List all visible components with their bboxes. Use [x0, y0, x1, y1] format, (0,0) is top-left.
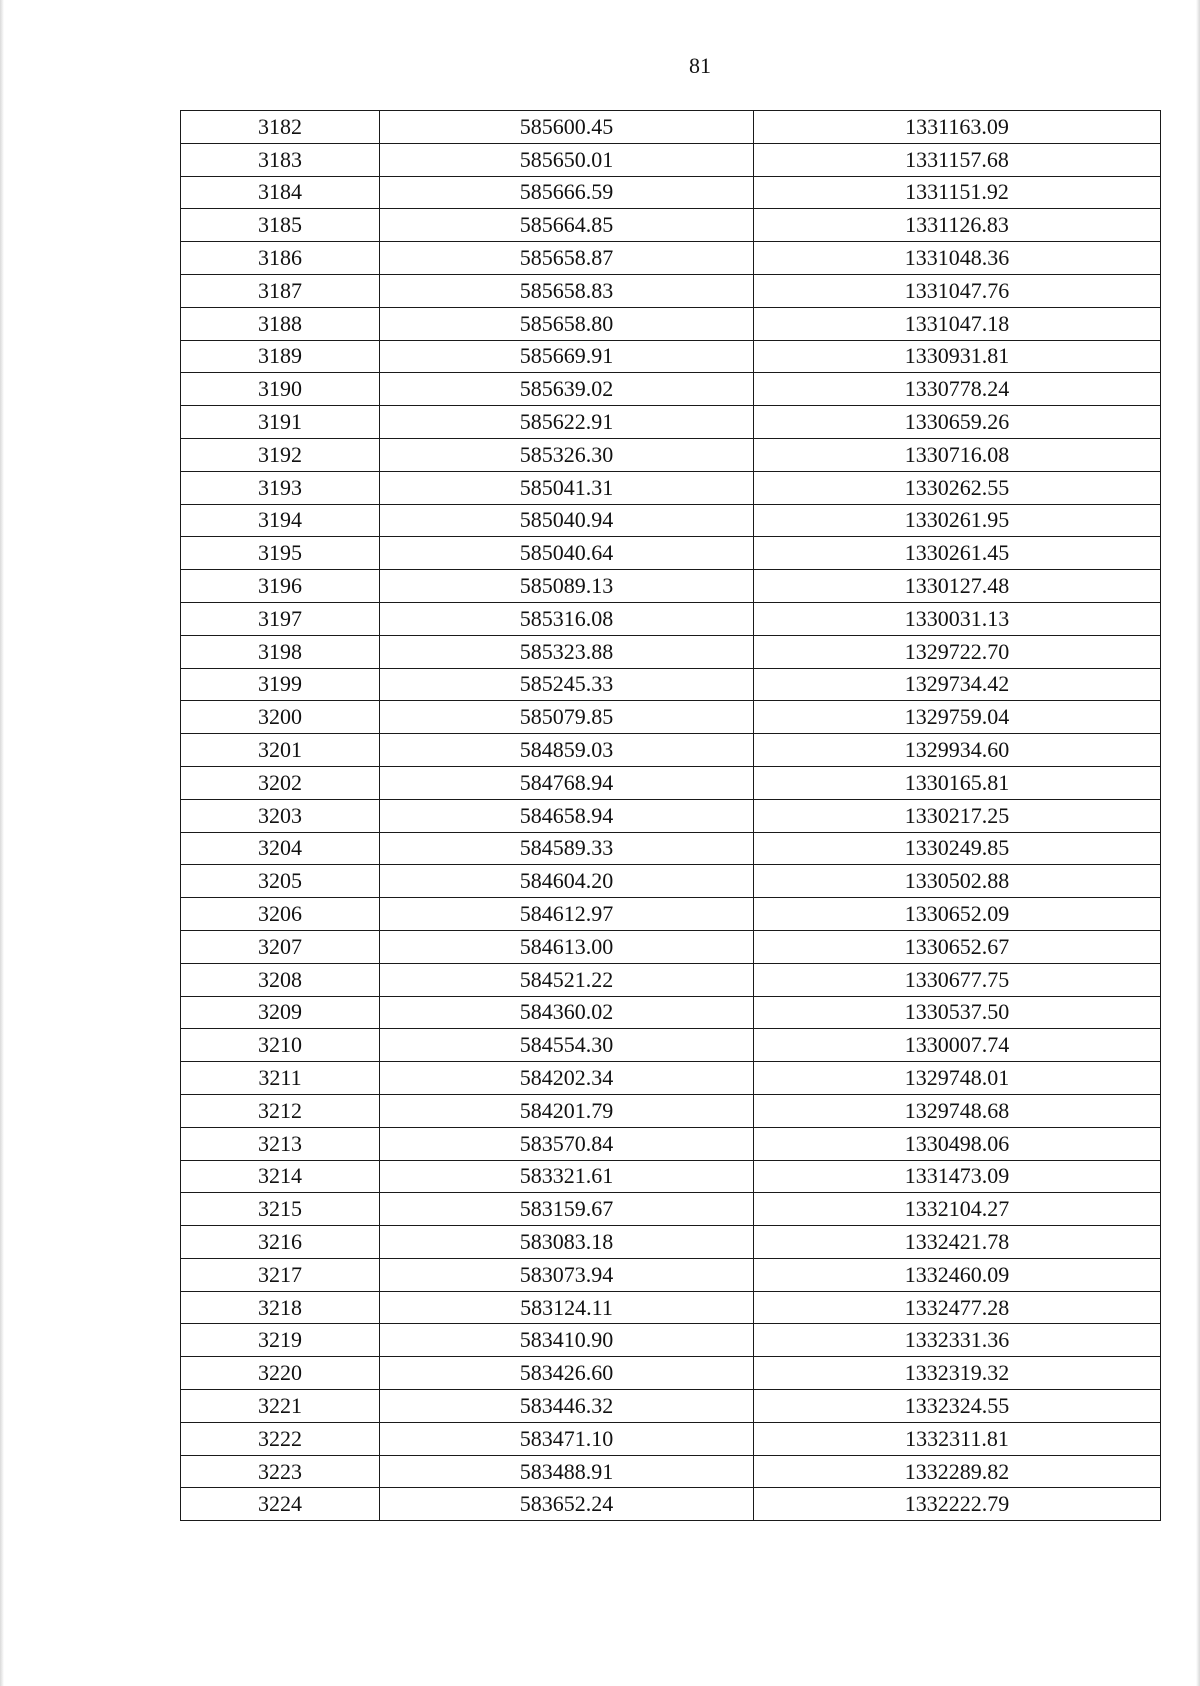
scan-edge-right — [1196, 0, 1200, 1686]
table-body — [181, 111, 1161, 1521]
table-row — [181, 406, 1161, 439]
table-row — [181, 898, 1161, 931]
y-coordinate-cell: 1332460.09 — [754, 1258, 1161, 1291]
x-coordinate-cell: 585658.83 — [380, 274, 754, 307]
y-coordinate-cell: 1329734.42 — [754, 668, 1161, 701]
x-coordinate-cell: 584589.33 — [380, 832, 754, 865]
point-id-cell: 3205 — [181, 865, 380, 898]
x-coordinate-cell: 585316.08 — [380, 602, 754, 635]
x-coordinate-cell: 585040.64 — [380, 537, 754, 570]
point-id-cell: 3224 — [181, 1488, 380, 1521]
point-id-cell: 3214 — [181, 1160, 380, 1193]
y-coordinate-cell: 1330165.81 — [754, 766, 1161, 799]
y-coordinate-cell: 1332289.82 — [754, 1455, 1161, 1488]
x-coordinate-cell: 583124.11 — [380, 1291, 754, 1324]
x-coordinate-cell: 584604.20 — [380, 865, 754, 898]
x-coordinate-cell: 585079.85 — [380, 701, 754, 734]
y-coordinate-cell: 1330249.85 — [754, 832, 1161, 865]
table-row — [181, 274, 1161, 307]
y-coordinate-cell: 1331047.76 — [754, 274, 1161, 307]
y-coordinate-cell: 1331047.18 — [754, 307, 1161, 340]
table-row — [181, 602, 1161, 635]
x-coordinate-cell: 585639.02 — [380, 373, 754, 406]
point-id-cell: 3215 — [181, 1193, 380, 1226]
y-coordinate-cell: 1332477.28 — [754, 1291, 1161, 1324]
point-id-cell: 3221 — [181, 1390, 380, 1423]
point-id-cell: 3217 — [181, 1258, 380, 1291]
point-id-cell: 3209 — [181, 996, 380, 1029]
point-id-cell: 3190 — [181, 373, 380, 406]
point-id-cell: 3189 — [181, 340, 380, 373]
point-id-cell: 3183 — [181, 143, 380, 176]
table-row — [181, 373, 1161, 406]
y-coordinate-cell: 1330127.48 — [754, 570, 1161, 603]
y-coordinate-cell: 1330498.06 — [754, 1127, 1161, 1160]
table-row — [181, 799, 1161, 832]
point-id-cell: 3208 — [181, 963, 380, 996]
point-id-cell: 3184 — [181, 176, 380, 209]
point-id-cell: 3198 — [181, 635, 380, 668]
x-coordinate-cell: 583570.84 — [380, 1127, 754, 1160]
point-id-cell: 3218 — [181, 1291, 380, 1324]
table-row — [181, 996, 1161, 1029]
y-coordinate-cell: 1329934.60 — [754, 734, 1161, 767]
table-row — [181, 537, 1161, 570]
point-id-cell: 3194 — [181, 504, 380, 537]
point-id-cell: 3195 — [181, 537, 380, 570]
x-coordinate-cell: 583159.67 — [380, 1193, 754, 1226]
y-coordinate-cell: 1332324.55 — [754, 1390, 1161, 1423]
x-coordinate-cell: 585326.30 — [380, 438, 754, 471]
x-coordinate-cell: 585323.88 — [380, 635, 754, 668]
y-coordinate-cell: 1330502.88 — [754, 865, 1161, 898]
table-row — [181, 143, 1161, 176]
y-coordinate-cell: 1330652.67 — [754, 930, 1161, 963]
x-coordinate-cell: 585041.31 — [380, 471, 754, 504]
y-coordinate-cell: 1331157.68 — [754, 143, 1161, 176]
point-id-cell: 3212 — [181, 1094, 380, 1127]
table-row — [181, 504, 1161, 537]
x-coordinate-cell: 583446.32 — [380, 1390, 754, 1423]
table-row — [181, 930, 1161, 963]
x-coordinate-cell: 583321.61 — [380, 1160, 754, 1193]
y-coordinate-cell: 1330931.81 — [754, 340, 1161, 373]
point-id-cell: 3193 — [181, 471, 380, 504]
x-coordinate-cell: 583426.60 — [380, 1357, 754, 1390]
x-coordinate-cell: 585658.87 — [380, 242, 754, 275]
page-number: 81 — [689, 53, 711, 78]
y-coordinate-cell: 1330537.50 — [754, 996, 1161, 1029]
table-row — [181, 734, 1161, 767]
y-coordinate-cell: 1332331.36 — [754, 1324, 1161, 1357]
point-id-cell: 3201 — [181, 734, 380, 767]
table-row — [181, 307, 1161, 340]
table-row — [181, 176, 1161, 209]
x-coordinate-cell: 583083.18 — [380, 1226, 754, 1259]
y-coordinate-cell: 1331473.09 — [754, 1160, 1161, 1193]
table-row — [181, 1226, 1161, 1259]
x-coordinate-cell: 583410.90 — [380, 1324, 754, 1357]
x-coordinate-cell: 584202.34 — [380, 1062, 754, 1095]
x-coordinate-cell: 584201.79 — [380, 1094, 754, 1127]
y-coordinate-cell: 1331126.83 — [754, 209, 1161, 242]
table-row — [181, 340, 1161, 373]
y-coordinate-cell: 1330716.08 — [754, 438, 1161, 471]
y-coordinate-cell: 1331163.09 — [754, 111, 1161, 144]
y-coordinate-cell: 1332311.81 — [754, 1422, 1161, 1455]
scan-edge-left — [0, 0, 4, 1686]
table-row — [181, 1062, 1161, 1095]
table-row — [181, 701, 1161, 734]
point-id-cell: 3200 — [181, 701, 380, 734]
y-coordinate-cell: 1330677.75 — [754, 963, 1161, 996]
x-coordinate-cell: 583073.94 — [380, 1258, 754, 1291]
y-coordinate-cell: 1331151.92 — [754, 176, 1161, 209]
x-coordinate-cell: 585666.59 — [380, 176, 754, 209]
table-row — [181, 1488, 1161, 1521]
x-coordinate-cell: 585245.33 — [380, 668, 754, 701]
x-coordinate-cell: 583471.10 — [380, 1422, 754, 1455]
table-row — [181, 438, 1161, 471]
x-coordinate-cell: 583652.24 — [380, 1488, 754, 1521]
y-coordinate-cell: 1330262.55 — [754, 471, 1161, 504]
table-row — [181, 766, 1161, 799]
table-row — [181, 242, 1161, 275]
table-row — [181, 635, 1161, 668]
point-id-cell: 3191 — [181, 406, 380, 439]
table-row — [181, 668, 1161, 701]
table-row — [181, 111, 1161, 144]
table-row — [181, 1422, 1161, 1455]
x-coordinate-cell: 584612.97 — [380, 898, 754, 931]
point-id-cell: 3213 — [181, 1127, 380, 1160]
point-id-cell: 3187 — [181, 274, 380, 307]
y-coordinate-cell: 1329722.70 — [754, 635, 1161, 668]
point-id-cell: 3188 — [181, 307, 380, 340]
x-coordinate-cell: 584360.02 — [380, 996, 754, 1029]
y-coordinate-cell: 1330659.26 — [754, 406, 1161, 439]
table-row — [181, 209, 1161, 242]
x-coordinate-cell: 584658.94 — [380, 799, 754, 832]
y-coordinate-cell: 1330261.95 — [754, 504, 1161, 537]
point-id-cell: 3199 — [181, 668, 380, 701]
point-id-cell: 3222 — [181, 1422, 380, 1455]
y-coordinate-cell: 1332319.32 — [754, 1357, 1161, 1390]
point-id-cell: 3182 — [181, 111, 380, 144]
y-coordinate-cell: 1330778.24 — [754, 373, 1161, 406]
point-id-cell: 3203 — [181, 799, 380, 832]
point-id-cell: 3207 — [181, 930, 380, 963]
y-coordinate-cell: 1329748.01 — [754, 1062, 1161, 1095]
point-id-cell: 3197 — [181, 602, 380, 635]
table-row — [181, 1193, 1161, 1226]
y-coordinate-cell: 1330261.45 — [754, 537, 1161, 570]
y-coordinate-cell: 1332104.27 — [754, 1193, 1161, 1226]
point-id-cell: 3219 — [181, 1324, 380, 1357]
table-row — [181, 1094, 1161, 1127]
y-coordinate-cell: 1329748.68 — [754, 1094, 1161, 1127]
point-id-cell: 3204 — [181, 832, 380, 865]
y-coordinate-cell: 1330031.13 — [754, 602, 1161, 635]
point-id-cell: 3192 — [181, 438, 380, 471]
point-id-cell: 3223 — [181, 1455, 380, 1488]
point-id-cell: 3206 — [181, 898, 380, 931]
point-id-cell: 3186 — [181, 242, 380, 275]
table-row — [181, 1160, 1161, 1193]
y-coordinate-cell: 1332421.78 — [754, 1226, 1161, 1259]
table-row — [181, 1029, 1161, 1062]
point-id-cell: 3202 — [181, 766, 380, 799]
coordinates-table — [180, 110, 1161, 1521]
table-row — [181, 832, 1161, 865]
x-coordinate-cell: 585658.80 — [380, 307, 754, 340]
table-row — [181, 1291, 1161, 1324]
table-row — [181, 1258, 1161, 1291]
point-id-cell: 3196 — [181, 570, 380, 603]
point-id-cell: 3216 — [181, 1226, 380, 1259]
y-coordinate-cell: 1330652.09 — [754, 898, 1161, 931]
table-row — [181, 471, 1161, 504]
y-coordinate-cell: 1330217.25 — [754, 799, 1161, 832]
point-id-cell: 3211 — [181, 1062, 380, 1095]
x-coordinate-cell: 584521.22 — [380, 963, 754, 996]
x-coordinate-cell: 585622.91 — [380, 406, 754, 439]
x-coordinate-cell: 585650.01 — [380, 143, 754, 176]
table-row — [181, 865, 1161, 898]
x-coordinate-cell: 584859.03 — [380, 734, 754, 767]
x-coordinate-cell: 585669.91 — [380, 340, 754, 373]
point-id-cell: 3185 — [181, 209, 380, 242]
y-coordinate-cell: 1330007.74 — [754, 1029, 1161, 1062]
table-row — [181, 570, 1161, 603]
x-coordinate-cell: 585040.94 — [380, 504, 754, 537]
y-coordinate-cell: 1329759.04 — [754, 701, 1161, 734]
x-coordinate-cell: 584768.94 — [380, 766, 754, 799]
table-row — [181, 1390, 1161, 1423]
x-coordinate-cell: 585089.13 — [380, 570, 754, 603]
table-row — [181, 963, 1161, 996]
table-row — [181, 1455, 1161, 1488]
x-coordinate-cell: 584554.30 — [380, 1029, 754, 1062]
table-row — [181, 1127, 1161, 1160]
x-coordinate-cell: 585600.45 — [380, 111, 754, 144]
point-id-cell: 3220 — [181, 1357, 380, 1390]
y-coordinate-cell: 1331048.36 — [754, 242, 1161, 275]
x-coordinate-cell: 585664.85 — [380, 209, 754, 242]
x-coordinate-cell: 584613.00 — [380, 930, 754, 963]
y-coordinate-cell: 1332222.79 — [754, 1488, 1161, 1521]
table-row — [181, 1324, 1161, 1357]
table-row — [181, 1357, 1161, 1390]
point-id-cell: 3210 — [181, 1029, 380, 1062]
x-coordinate-cell: 583488.91 — [380, 1455, 754, 1488]
